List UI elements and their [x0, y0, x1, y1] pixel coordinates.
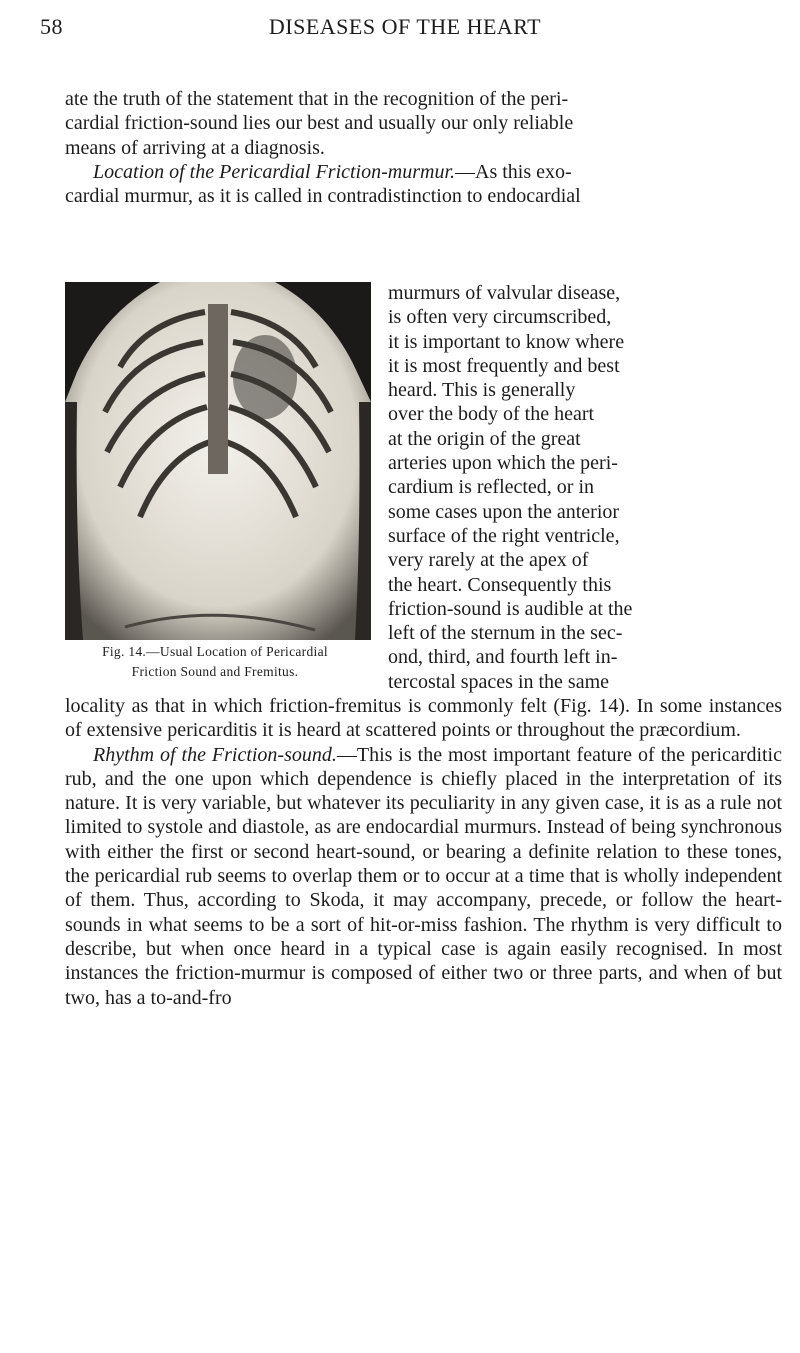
text-line: it is important to know where — [388, 330, 625, 353]
right-column-text — [388, 281, 782, 694]
section-heading-location: Location of the Pericardial Friction-murmur. — [93, 160, 456, 183]
running-title: DISEASES OF THE HEART — [268, 14, 542, 39]
text-line: some cases upon the anterior — [388, 500, 620, 523]
paragraph-text: —This is the most important feature of the pericarditic rub, and the one upon which dependence is chiefly placed in the interpretation of its nature. It is very variable, but whatever its peculiarity in any given case, it is as a rule not limited to systole and diastole, as are endocardial murmurs. Instead of being synchronous with either the first or second heart-sound, or bearing a definite relation to these tones, the pericardial rub seems to overlap them or to occur at a time that is wholly independent of them. Thus, according to Skoda, it may accompany, precede, or follow the heart-sounds in what seems to be a sort of hit-or-miss fashion. The rhythm is very difficult to describe, but when once heard in a typical case is again easily recognised. In most instances the friction-murmur is composed of either two or three parts, and when of but two, has a to-and-fro — [65, 743, 782, 1009]
rhythm-paragraph — [65, 743, 782, 1010]
sternum — [208, 304, 228, 474]
figure-14 — [65, 282, 371, 640]
page-number: 58 — [40, 14, 63, 39]
text-line: means of arriving at a diagnosis. — [65, 136, 325, 159]
figure-caption — [65, 642, 365, 682]
text-line: over the body of the heart — [388, 403, 595, 426]
text-line: at the origin of the great — [388, 427, 581, 450]
text-line: ond, third, and fourth left in- — [388, 646, 618, 669]
text-line: arteries upon which the peri- — [388, 452, 618, 475]
text-line: cardial murmur, as it is called in contradistinction to endocardial — [65, 185, 581, 208]
bottom-paragraphs — [65, 694, 782, 1010]
text-line: it is most frequently and best — [388, 354, 620, 377]
section-heading-rhythm: Rhythm of the Friction-sound. — [93, 743, 337, 766]
paragraph: locality as that in which friction-fremitus is commonly felt (Fig. 14). In some instances of extensive pericarditis it is heard at scattered points or throughout the præcordium. — [65, 695, 782, 742]
text-line: cardium is reflected, or in — [388, 476, 595, 499]
text-line: tercostal spaces in the same — [388, 670, 610, 693]
text-line: heard. This is generally — [388, 379, 576, 402]
text-line: friction-sound is audible at the — [388, 597, 633, 620]
chest-illustration — [65, 282, 371, 640]
text-line: left of the sternum in the sec- — [388, 622, 623, 645]
text-line: cardial friction-sound lies our best and usually our only reliable — [65, 112, 574, 135]
top-paragraphs — [65, 87, 782, 208]
text-line: ate the truth of the statement that in the recognition of the peri- — [65, 88, 569, 110]
text-line: murmurs of valvular disease, — [388, 282, 621, 304]
text-line: the heart. Consequently this — [388, 573, 612, 596]
text-line: is often very circumscribed, — [388, 306, 612, 329]
location-paragraph-start — [65, 160, 782, 184]
text-line: surface of the right ventricle, — [388, 524, 620, 547]
text-line: —As this exo- — [455, 160, 572, 183]
caption-line: Fig. 14.—Usual Location of Pericardial — [102, 644, 328, 659]
caption-line: Friction Sound and Fremitus. — [131, 664, 299, 679]
friction-area — [233, 335, 297, 419]
running-head — [40, 6, 770, 42]
text-line: very rarely at the apex of — [388, 549, 589, 572]
